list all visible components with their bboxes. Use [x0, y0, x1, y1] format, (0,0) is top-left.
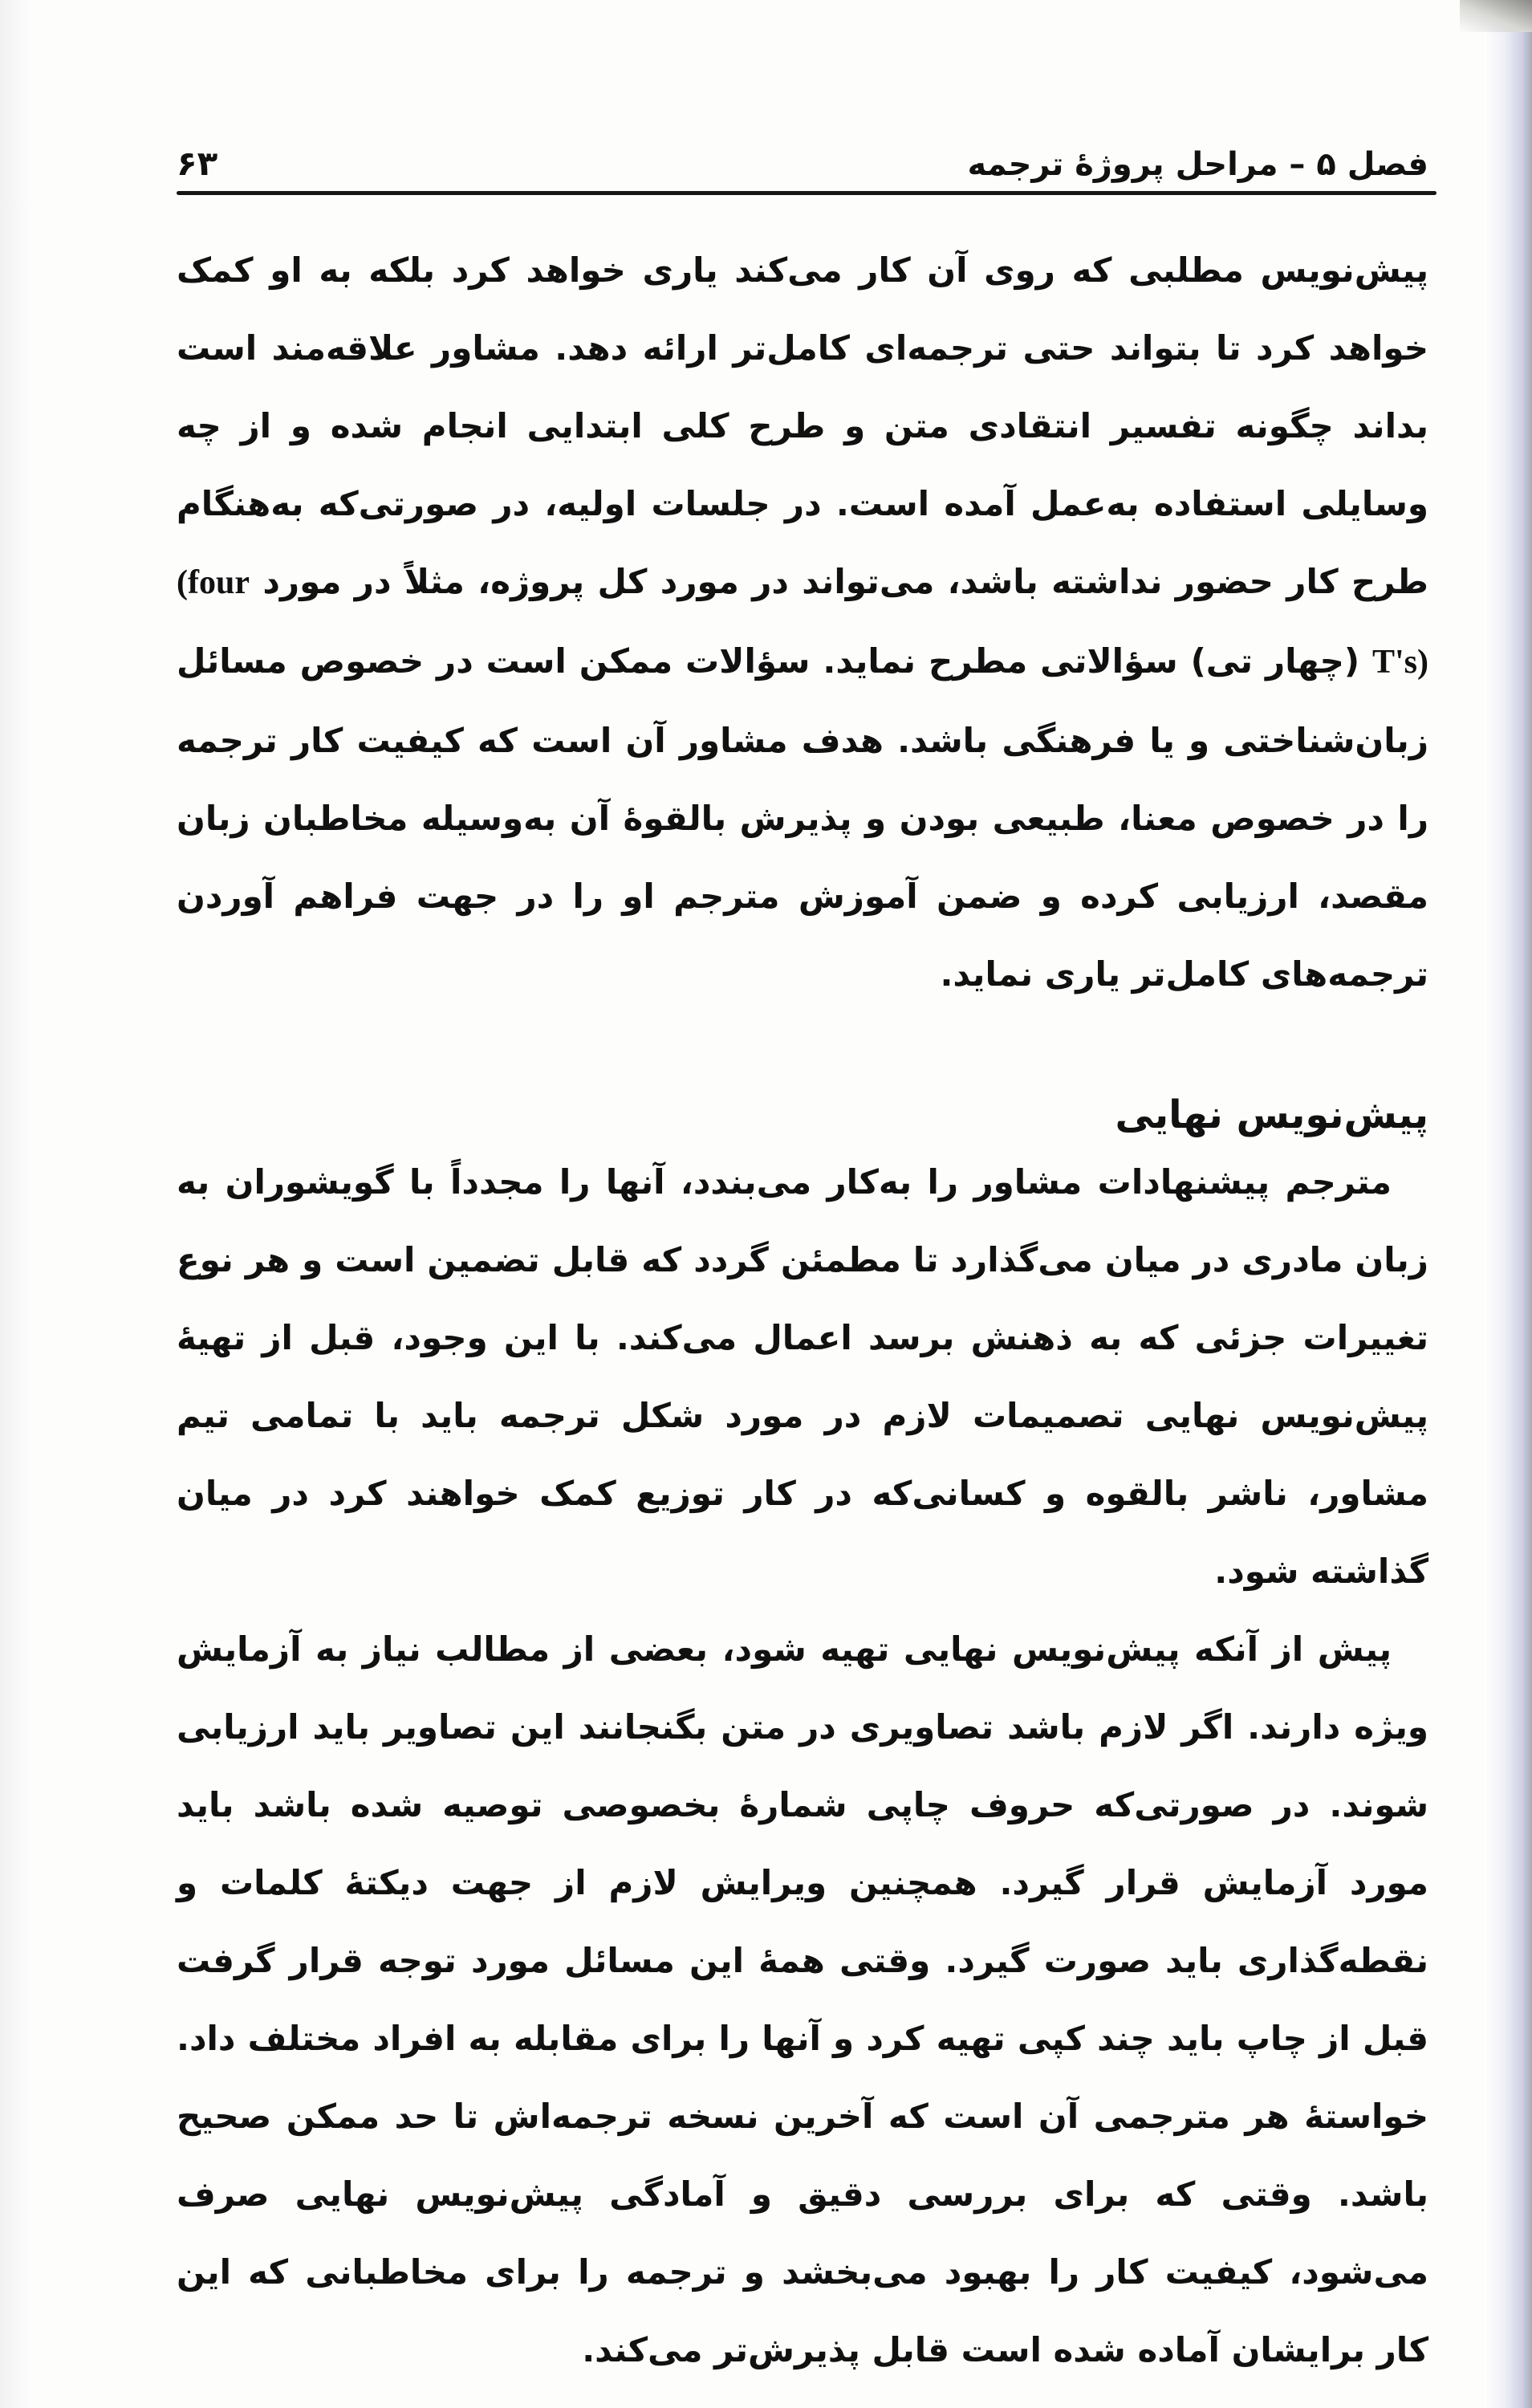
paragraph-continued	[177, 231, 1428, 1013]
page-number: ۶۳	[177, 144, 218, 183]
paragraph-text: پیش‌نویس مطلبی که روی آن کار می‌کند یاری خواهد کرد بلکه به او کمک خواهد کرد تا بتواند حتی ترجمه‌ای کامل‌تر ارائه دهد. مشاور علاقه‌مند است بداند چگونه تفسیر انتقادی متن و طرح کلی ابتدایی انجام شده و از چه وسایلی استفاده به‌عمل آمده است. در جلسات اولیه، در صورتی‌که به‌هنگام طرح کار حضور نداشته باشد، می‌تواند در مورد کل پروژه، مثلاً در مورد	[177, 250, 1428, 601]
paragraph-text: (چهار تی) سؤالاتی مطرح نماید. سؤالات ممکن است در خصوص مسائل زبان‌شناختی و یا فرهنگی باشد. هدف مشاور آن است که کیفیت کار ترجمه را در خصوص معنا، طبیعی بودن و پذیرش بالقوهٔ آن به‌وسیله مخاطبان زبان مقصد، ارزیابی کرده و ضمن آموزش مترجم او را در جهت فراهم آوردن ترجمه‌های کامل‌تر یاری نماید.	[177, 641, 1428, 994]
body-text	[177, 231, 1428, 2389]
chapter-title: فصل ۵ – مراحل پروژهٔ ترجمه	[967, 146, 1428, 183]
page-left-shade	[0, 0, 32, 2408]
page-edge-shadow	[1484, 0, 1532, 2408]
running-head	[177, 135, 1428, 183]
paragraph: مترجم پیشنهادات مشاور را به‌کار می‌بندد، آنها را مجدداً با گویشوران به زبان مادری در میان می‌گذارد تا مطمئن گردد که قابل تضمین است و هر نوع تغییرات جزئی که به ذهنش برسد اعمال می‌کند. با این وجود، قبل از تهیهٔ پیش‌نویس نهایی تصمیمات لازم در مورد شکل ترجمه باید با تمامی تیم مشاور، ناشر بالقوه و کسانی‌که در کار توزیع کمک خواهند کرد در میان گذاشته شود.	[177, 1162, 1428, 1591]
header-rule	[177, 191, 1437, 195]
paragraph: پیش از آنکه پیش‌نویس نهایی تهیه شود، بعضی از مطالب نیاز به آزمایش ویژه دارند. اگر لازم باشد تصاویری در متن بگنجانند این تصاویر باید ارزیابی شوند. در صورتی‌که حروف چاپی شمارهٔ بخصوصی توصیه شده باشد باید مورد آزمایش قرار گیرد. همچنین ویرایش لازم از جهت دیکتهٔ کلمات و نقطه‌گذاری باید صورت گیرد. وقتی همهٔ این مسائل مورد توجه قرار گرفت قبل از چاپ باید چند کپی تهیه کرد و آنها را برای مقابله به افراد مختلف داد. خواستهٔ هر مترجمی آن است که آخرین نسخه ترجمه‌اش تا حد ممکن صحیح باشد. وقتی که برای بررسی دقیق و آمادگی پیش‌نویس نهایی صرف می‌شود، کیفیت کار را بهبود می‌بخشد و ترجمه را برای مخاطبانی که این کار برایشان آماده شده است قابل پذیرش‌تر می‌کند.	[177, 1629, 1428, 2369]
page-corner-shadow	[1460, 0, 1532, 32]
section-heading: پیش‌نویس نهایی	[1115, 1092, 1428, 1137]
latin-term: (four T's)	[177, 564, 1428, 681]
book-page	[177, 0, 1428, 2408]
